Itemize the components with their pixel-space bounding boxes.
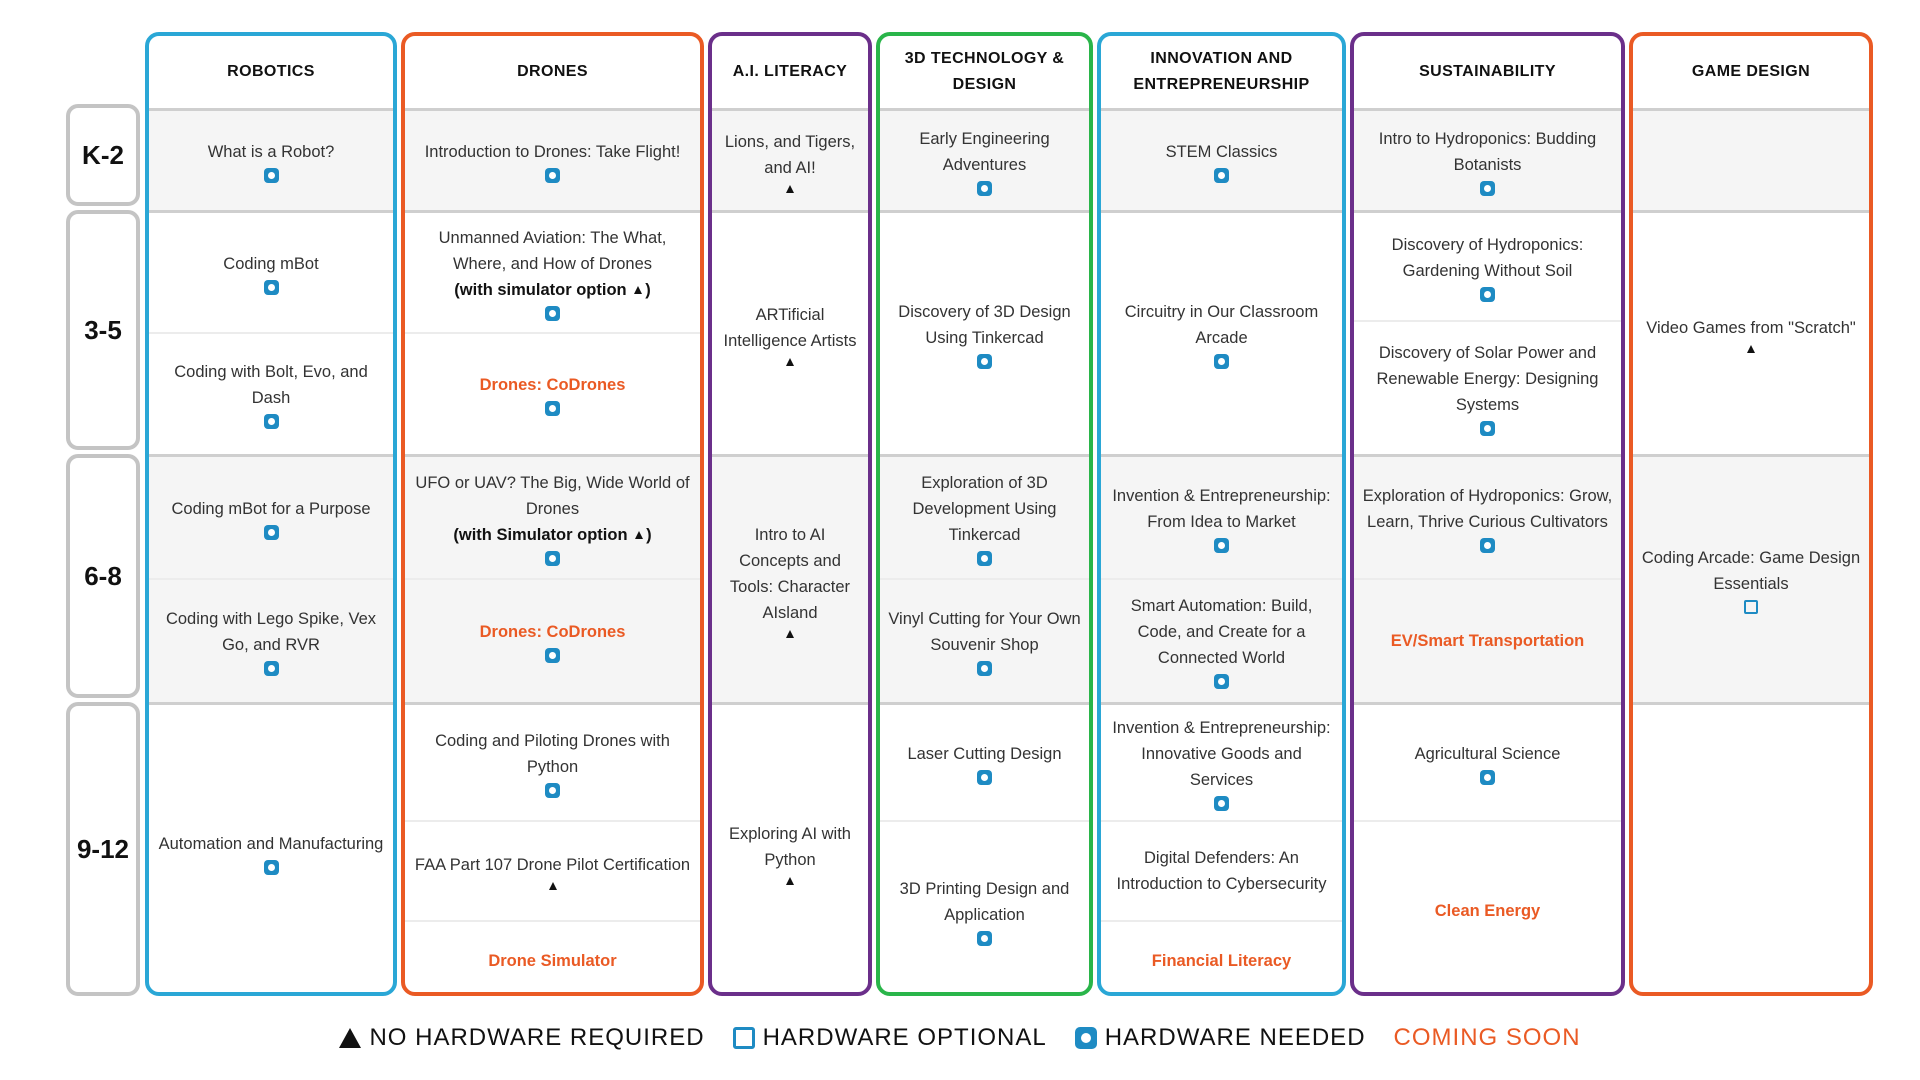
course-cell xyxy=(149,108,393,210)
hardware-needed-icon xyxy=(977,931,992,946)
hardware-needed-icon xyxy=(1214,354,1229,369)
course-cell xyxy=(1101,108,1342,210)
course-title: Coding mBot xyxy=(223,254,319,273)
course-title: Unmanned Aviation: The What, Where, and How of Drones xyxy=(438,228,667,273)
no-hardware-icon xyxy=(1747,345,1755,353)
hardware-needed-icon xyxy=(1480,421,1495,436)
course-cell xyxy=(149,578,393,702)
course-cell xyxy=(1354,702,1621,820)
legend-hardware-optional xyxy=(733,1024,1047,1052)
course-cell xyxy=(1101,702,1342,820)
course-title: Early Engineering Adventures xyxy=(919,129,1050,174)
course-title: Coding Arcade: Game Design Essentials xyxy=(1641,549,1861,593)
course-cell xyxy=(405,820,700,920)
course-cell xyxy=(405,108,700,210)
column-3d-technology xyxy=(876,32,1093,996)
course-cell xyxy=(712,210,868,454)
course-title: Discovery of 3D Design Using Tinkercad xyxy=(898,302,1071,347)
course-cell xyxy=(405,332,700,454)
column-robotics xyxy=(145,32,397,996)
course-cell xyxy=(405,702,700,820)
course-title: Introduction to Drones: Take Flight! xyxy=(424,142,681,161)
course-title: Video Games from "Scratch" xyxy=(1646,318,1856,337)
hardware-needed-icon xyxy=(977,770,992,785)
course-cell xyxy=(712,702,868,996)
simulator-note-text: (with simulator option xyxy=(454,280,627,299)
course-cell xyxy=(1354,108,1621,210)
legend xyxy=(0,1024,1920,1052)
course-title-coming-soon: Financial Literacy xyxy=(1151,952,1292,970)
hardware-needed-icon xyxy=(977,551,992,566)
course-cell xyxy=(880,578,1089,702)
triangle-icon xyxy=(339,1028,361,1048)
simulator-note xyxy=(453,522,651,548)
course-title: Coding with Bolt, Evo, and Dash xyxy=(174,363,368,407)
hardware-needed-icon xyxy=(545,306,560,321)
grade-label-k2: K-2 xyxy=(66,104,140,206)
column-drones xyxy=(401,32,704,996)
course-title: Exploring AI with Python xyxy=(729,824,851,869)
hardware-needed-icon xyxy=(1480,181,1495,196)
hardware-needed-icon xyxy=(977,354,992,369)
column-title: DRONES xyxy=(517,63,588,80)
no-hardware-icon xyxy=(786,877,794,885)
course-title: Invention & Entrepreneurship: Innovative Goods and Services xyxy=(1112,718,1331,789)
hardware-needed-icon xyxy=(264,168,279,183)
hardware-needed-icon xyxy=(1480,287,1495,302)
course-cell xyxy=(1354,454,1621,578)
hardware-needed-icon xyxy=(264,525,279,540)
legend-no-hardware xyxy=(339,1024,704,1052)
grade-label-9-12: 9-12 xyxy=(66,702,140,996)
hardware-needed-icon xyxy=(264,280,279,295)
course-cell xyxy=(405,454,700,578)
course-cell xyxy=(1633,210,1869,454)
course-cell xyxy=(1354,320,1621,454)
course-cell xyxy=(1101,578,1342,702)
hardware-needed-icon xyxy=(1214,674,1229,689)
column-title: 3D TECHNOLOGY & DESIGN xyxy=(904,50,1065,93)
no-hardware-icon xyxy=(635,531,643,539)
course-title: Laser Cutting Design xyxy=(907,744,1062,763)
hardware-needed-icon xyxy=(1214,796,1229,811)
column-title: A.I. LITERACY xyxy=(732,63,848,80)
course-cell xyxy=(149,210,393,332)
course-cell xyxy=(880,210,1089,454)
course-cell xyxy=(405,210,700,332)
course-cell xyxy=(149,454,393,578)
course-cell xyxy=(1101,454,1342,578)
course-cell xyxy=(712,454,868,702)
course-title-coming-soon: Clean Energy xyxy=(1434,902,1541,920)
grade-label-6-8: 6-8 xyxy=(66,454,140,698)
course-cell xyxy=(1354,210,1621,320)
course-title: ARTificial Intelligence Artists xyxy=(723,305,857,350)
course-cell xyxy=(149,332,393,454)
course-cell xyxy=(712,108,868,210)
filled-square-icon xyxy=(1075,1027,1097,1049)
course-cell xyxy=(880,820,1089,996)
simulator-note xyxy=(454,277,650,303)
course-title: Lions, and Tigers, and AI! xyxy=(724,132,856,177)
course-title: Circuitry in Our Classroom Arcade xyxy=(1124,302,1319,347)
no-hardware-icon xyxy=(634,286,642,294)
column-ai-literacy xyxy=(708,32,872,996)
hardware-optional-icon xyxy=(1744,600,1758,614)
course-cell xyxy=(1354,820,1621,996)
course-cell-empty xyxy=(1633,702,1869,996)
column-sustainability xyxy=(1350,32,1625,996)
course-title: UFO or UAV? The Big, Wide World of Drones xyxy=(415,473,690,518)
legend-hardware-needed xyxy=(1075,1024,1366,1052)
course-cell xyxy=(149,702,393,996)
course-title: Digital Defenders: An Introduction to Cybersecurity xyxy=(1116,849,1327,893)
column-innovation-entrepreneurship xyxy=(1097,32,1346,996)
course-cell xyxy=(1101,920,1342,996)
no-hardware-icon xyxy=(786,185,794,193)
hardware-needed-icon xyxy=(264,661,279,676)
column-title: SUSTAINABILITY xyxy=(1419,63,1556,80)
column-title: GAME DESIGN xyxy=(1691,63,1811,80)
column-title: ROBOTICS xyxy=(227,63,315,80)
grade-label-3-5: 3-5 xyxy=(66,210,140,450)
hardware-needed-icon xyxy=(545,783,560,798)
course-title-coming-soon: Drones: CoDrones xyxy=(479,376,626,394)
course-cell xyxy=(1101,210,1342,454)
no-hardware-icon xyxy=(786,630,794,638)
course-title: Discovery of Solar Power and Renewable Energy: Designing Systems xyxy=(1376,344,1599,414)
legend-coming-soon xyxy=(1394,1024,1581,1052)
course-title: Automation and Manufacturing xyxy=(158,834,384,853)
legend-label: COMING SOON xyxy=(1393,1024,1581,1051)
course-cell xyxy=(1633,454,1869,702)
course-title: 3D Printing Design and Application xyxy=(899,880,1070,924)
course-title: Exploration of Hydroponics: Grow, Learn, Thrive Curious Cultivators xyxy=(1362,486,1613,531)
simulator-note-close: ) xyxy=(645,280,651,299)
course-title-coming-soon: Drones: CoDrones xyxy=(479,623,626,641)
course-cell xyxy=(405,920,700,996)
course-cell-empty xyxy=(1633,108,1869,210)
hardware-needed-icon xyxy=(545,551,560,566)
course-title-coming-soon: EV/Smart Transportation xyxy=(1390,632,1585,650)
course-title: Discovery of Hydroponics: Gardening Without Soil xyxy=(1391,235,1584,280)
hardware-needed-icon xyxy=(545,168,560,183)
hardware-needed-icon xyxy=(977,181,992,196)
legend-label: HARDWARE OPTIONAL xyxy=(762,1024,1047,1051)
column-title: INNOVATION AND ENTREPRENEURSHIP xyxy=(1133,50,1310,93)
course-title: What is a Robot? xyxy=(207,142,335,161)
course-title: Exploration of 3D Development Using Tinkercad xyxy=(912,473,1057,544)
legend-label: NO HARDWARE REQUIRED xyxy=(369,1024,705,1051)
hollow-square-icon xyxy=(733,1027,755,1049)
course-cell xyxy=(880,702,1089,820)
course-title: Coding with Lego Spike, Vex Go, and RVR xyxy=(165,610,377,654)
course-title: Agricultural Science xyxy=(1414,744,1561,763)
hardware-needed-icon xyxy=(545,401,560,416)
course-title: Invention & Entrepreneurship: From Idea to Market xyxy=(1112,486,1331,531)
no-hardware-icon xyxy=(786,358,794,366)
course-title: Vinyl Cutting for Your Own Souvenir Shop xyxy=(888,610,1081,654)
simulator-note-text: (with Simulator option xyxy=(453,525,628,544)
legend-label: HARDWARE NEEDED xyxy=(1104,1024,1366,1051)
course-title: STEM Classics xyxy=(1165,142,1278,161)
course-title: Intro to Hydroponics: Budding Botanists xyxy=(1378,129,1597,174)
hardware-needed-icon xyxy=(1214,538,1229,553)
course-cell xyxy=(880,108,1089,210)
hardware-needed-icon xyxy=(545,648,560,663)
course-title: Smart Automation: Build, Code, and Create for a Connected World xyxy=(1130,597,1313,667)
course-title: FAA Part 107 Drone Pilot Certification xyxy=(414,856,691,874)
simulator-note-close: ) xyxy=(646,525,652,544)
course-cell xyxy=(405,578,700,702)
hardware-needed-icon xyxy=(1214,168,1229,183)
hardware-needed-icon xyxy=(1480,538,1495,553)
hardware-needed-icon xyxy=(1480,770,1495,785)
course-title-coming-soon: Drone Simulator xyxy=(488,952,617,970)
hardware-needed-icon xyxy=(264,414,279,429)
course-title: Coding and Piloting Drones with Python xyxy=(435,731,670,776)
course-title: Intro to AI Concepts and Tools: Character AIsland xyxy=(729,525,851,622)
column-game-design xyxy=(1629,32,1873,996)
course-title: Coding mBot for a Purpose xyxy=(171,499,371,518)
no-hardware-icon xyxy=(549,882,557,890)
course-cell xyxy=(1354,578,1621,702)
hardware-needed-icon xyxy=(264,860,279,875)
hardware-needed-icon xyxy=(977,661,992,676)
course-cell xyxy=(1101,820,1342,920)
course-cell xyxy=(880,454,1089,578)
